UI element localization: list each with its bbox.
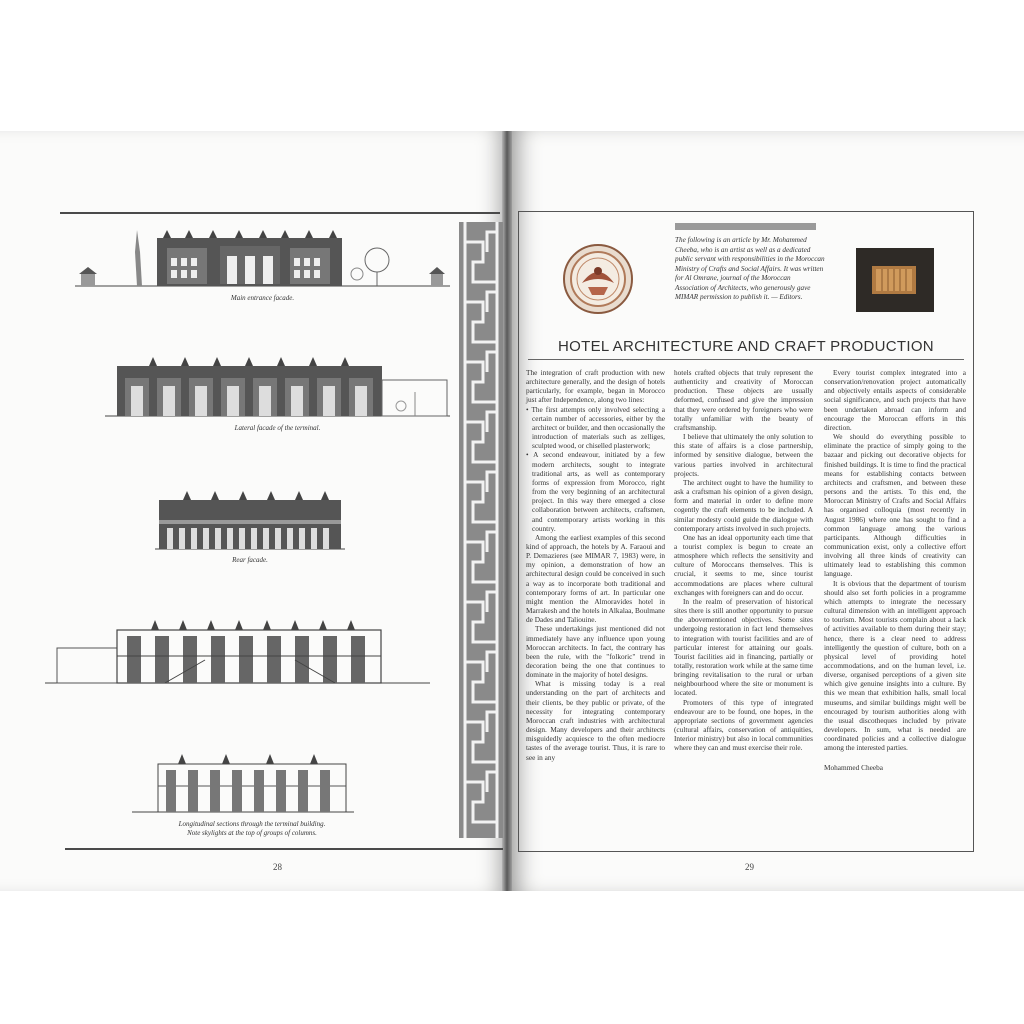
longitudinal-section-drawing	[45, 616, 430, 688]
col2-paragraph: In the realm of preservation of historical sites there is still another opportunity to pursue the abovementioned objectives. Some sites undergoing restoration in fact lend themselves to integration with tourist facilities and are of particular interest for attaining our goals. Tourist facilities aid in financing, partially or totally, restoration work while at the same time bringing revitalisation to the rural or urban neighbourhood where the site or monument is located.	[674, 596, 813, 698]
page-number-left: 28	[273, 862, 282, 872]
lateral-facade-drawing	[105, 350, 450, 420]
col1-paragraph: Among the earliest examples of this second kind of approach, the hotels by A. Faraoui and P. Demazieres (see MIMAR 7, 1983) were, in my opinion, a demonstration of how an architectural design could be conceived in such a way as to incorporate both traditional and contemporary forms of art. In particular one might mention the Almoravides hotel in Marrakesh and the hotels in Alkalaa, Boulmane de Dades and Taliouine.	[526, 532, 665, 625]
col2-paragraph: Promoters of this type of integrated endeavour are to be found, one hopes, in the appropriate sections of government agencies (cultural affairs, conservation of antiquities, Interior ministry) but also in local communities where they can and must exercise their role.	[674, 697, 813, 753]
col3-paragraph: Every tourist complex integrated into a conservation/renovation project automatically and objectively entails aspects of considerable social significance, and such projects that have been undertaken abroad can inform and encourage the Moroccan efforts in this direction.	[824, 368, 966, 432]
bottom-rule	[65, 848, 503, 850]
col1-paragraph: What is missing today is a real understanding on the part of architects and their clients, be they public or private, of the necessity for integrating contemporary Moroccan craft industries with architectural design. Many developers and their architects misguidedly acquiesce to the often mediocre tastes of the average tourist. Thus, it is rare to see in any	[526, 679, 665, 762]
article-title: HOTEL ARCHITECTURE AND CRAFT PRODUCTION	[558, 338, 934, 355]
author-signature: Mohammed Cheeba	[824, 762, 883, 772]
caption-sections-line1: Longitudinal sections through the terminal building.	[178, 820, 326, 828]
caption-sections-line2: Note skylights at the top of groups of columns.	[187, 829, 317, 837]
top-rule	[60, 212, 500, 214]
book-gutter	[502, 131, 512, 891]
article-column-1	[526, 368, 665, 762]
col1-bullet: • The first attempts only involved selecting a certain number of accessories, either by the architect or builder, and then occasionally the introduction of materials such as zelliges, sculpted wood, or chiselled plasterwork;	[526, 405, 665, 451]
col2-paragraph: I believe that ultimately the only solution to this state of affairs is a close partnership, informed by sensitive dialogue, between the various parties involved in architectural projects.	[674, 432, 813, 478]
longitudinal-section-2-drawing	[132, 748, 354, 816]
col2-paragraph: The architect ought to have the humility to ask a craftsman his opinion of a given design, form and material in order to define more cogently the craft elements to be included. A similar modesty could guide the dialogue with contemporary artists involved in such projects.	[674, 477, 813, 533]
caption-sections	[132, 820, 372, 838]
rear-facade-drawing	[155, 486, 345, 552]
page-number-right: 29	[745, 862, 754, 872]
editor-intro: The following is an article by Mr. Mohammed Cheeba, who is an artist as well as a dedicated public servant with responsibilities in the Moroccan Ministry of Crafts and Social Affairs. It was written for Al Omrane, journal of the Moroccan Association of Architects, who generously gave MIMAR permission to publish it. — Editors.	[675, 236, 825, 301]
intro-bar	[675, 223, 816, 230]
col3-paragraph: We should do everything possible to eliminate the practice of simply going to the bazaar and picking out decorative objects for finished buildings. It is time to find the practical means for establishing contacts between architects and craftsmen, and between these persons and the artists. To this end, the Moroccan Ministry of Crafts and Social Affairs has organised colloquia (most recently in August 1986) where one has sought to find a common language among the various participants. Although difficulties in communication exist, only a collective effort involving all three kinds of creativity can ultimately lead to establishing this common language.	[824, 432, 966, 579]
craft-photo	[856, 248, 934, 312]
article-column-2	[674, 368, 813, 753]
main-entrance-facade-drawing	[75, 222, 450, 292]
col2-paragraph: One has an ideal opportunity each time that a tourist complex is begun to create an atmosphere which reflects the sensitivity and culture of Moroccans themselves. This is crucial, it seems to me, since tourist accommodations are places where cultural exchanges with foreigners can and do occur.	[674, 532, 813, 597]
article-column-3	[824, 368, 966, 772]
caption-lateral: Lateral facade of the terminal.	[234, 424, 321, 432]
decorative-border-band	[459, 222, 503, 838]
col3-paragraph: It is obvious that the department of tourism should also set forth policies in a programme which attempts to integrate the necessary cultural dimension with an intelligent approach to tourism. Most tourists complain about a lack of activities available to them during their stay; hence, there is a clear need to address intelligently the question of culture, both on a physical level of providing hotel accommodations, and on the human level, i.e. diverse, organised perceptions of a given site which give genuine insights into a culture. By this we mean that exhibition halls, small local museums, and similar buildings might well be encouraged by tourism authorities along with the usual discotheques included by private developers. In sum, what is needed are coordinated policies and a collective dialogue among the interested parties.	[824, 578, 966, 753]
col1-paragraph: The integration of craft production with new architecture generally, and the design of hotels particularly, for example, began in Morocco just after Independence, along two lines:	[526, 368, 665, 405]
col1-paragraph: These undertakings just mentioned did not immediately have any influence upon young Moroccan architects. In fact, the contrary has been the rule, with the "folkoric" trend in decoration being the one that continues to dominate in the majority of hotel designs.	[526, 624, 665, 680]
caption-rear: Rear facade.	[232, 556, 268, 564]
col2-paragraph: hotels crafted objects that truly represent the authenticity and creativity of Moroccan production. These objects are usually deformed, confused and give the impression that they were ordered by foreigners who were totally unfamiliar with the beauty of craftsmanship.	[674, 368, 813, 432]
col1-bullet: • A second endeavour, initiated by a few modern architects, sought to integrate traditional arts, as well as contemporary forms of expression from Morocco, right from the very beginning of an architectural project. In this way there emerged a close collaboration between architects, craftsmen, and contemporary artists working in this country.	[526, 450, 665, 532]
crafts-emblem-icon	[562, 243, 634, 315]
title-rule	[528, 359, 964, 360]
caption-main-entrance: Main entrance facade.	[230, 294, 295, 302]
